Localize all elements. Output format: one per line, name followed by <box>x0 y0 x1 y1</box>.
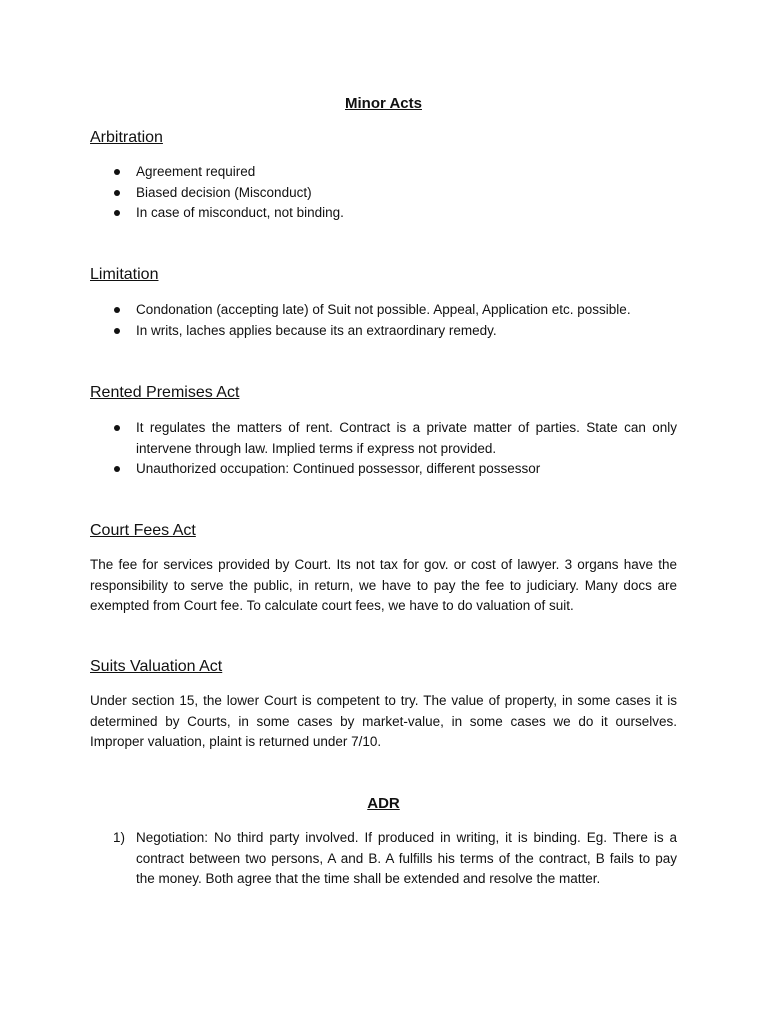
adr-list <box>90 828 677 890</box>
list-item: In case of misconduct, not binding. <box>90 203 677 224</box>
list-item <box>90 828 677 890</box>
limitation-list <box>90 300 677 341</box>
page-title: Minor Acts <box>345 95 422 112</box>
rented-premises-list <box>90 418 677 480</box>
list-item: Agreement required <box>90 162 677 183</box>
list-item: It regulates the matters of rent. Contract is a private matter of parties. State can only intervene through law. Implied terms if express not provided. <box>90 418 677 459</box>
arbitration-list <box>90 162 677 224</box>
list-number: 1) <box>113 830 126 845</box>
section-heading-rented-premises-act: Rented Premises Act <box>90 384 240 401</box>
court-fees-paragraph: The fee for services provided by Court. Its not tax for gov. or cost of lawyer. 3 organs have the responsibility to serve the public, in return, we have to pay the fee to judiciary. Many docs are exempted from Court fee. To calculate court fees, we have to do valuation of suit. <box>90 557 677 613</box>
list-item: Condonation (accepting late) of Suit not possible. Appeal, Application etc. possible. <box>90 300 677 321</box>
list-item: In writs, laches applies because its an extraordinary remedy. <box>90 321 677 342</box>
section-heading-suits-valuation-act: Suits Valuation Act <box>90 658 223 675</box>
list-item: Biased decision (Misconduct) <box>90 183 677 204</box>
adr-heading: ADR <box>367 795 400 812</box>
section-heading-arbitration: Arbitration <box>90 129 163 146</box>
list-item-text: Negotiation: No third party involved. If produced in writing, it is binding. Eg. There is a contract between two persons, A and B. A fulfills his terms of the contract, B fails to pay the money. Both agree that the time shall be extended and resolve the matter. <box>136 830 677 886</box>
list-item: Unauthorized occupation: Continued possessor, different possessor <box>90 459 677 480</box>
suits-valuation-paragraph: Under section 15, the lower Court is competent to try. The value of property, in some cases it is determined by Courts, in some cases by market-value, in some cases we do it ourselves. Improper valuation, plaint is returned under 7/10. <box>90 693 677 749</box>
section-heading-limitation: Limitation <box>90 266 159 283</box>
section-heading-court-fees-act: Court Fees Act <box>90 522 196 539</box>
